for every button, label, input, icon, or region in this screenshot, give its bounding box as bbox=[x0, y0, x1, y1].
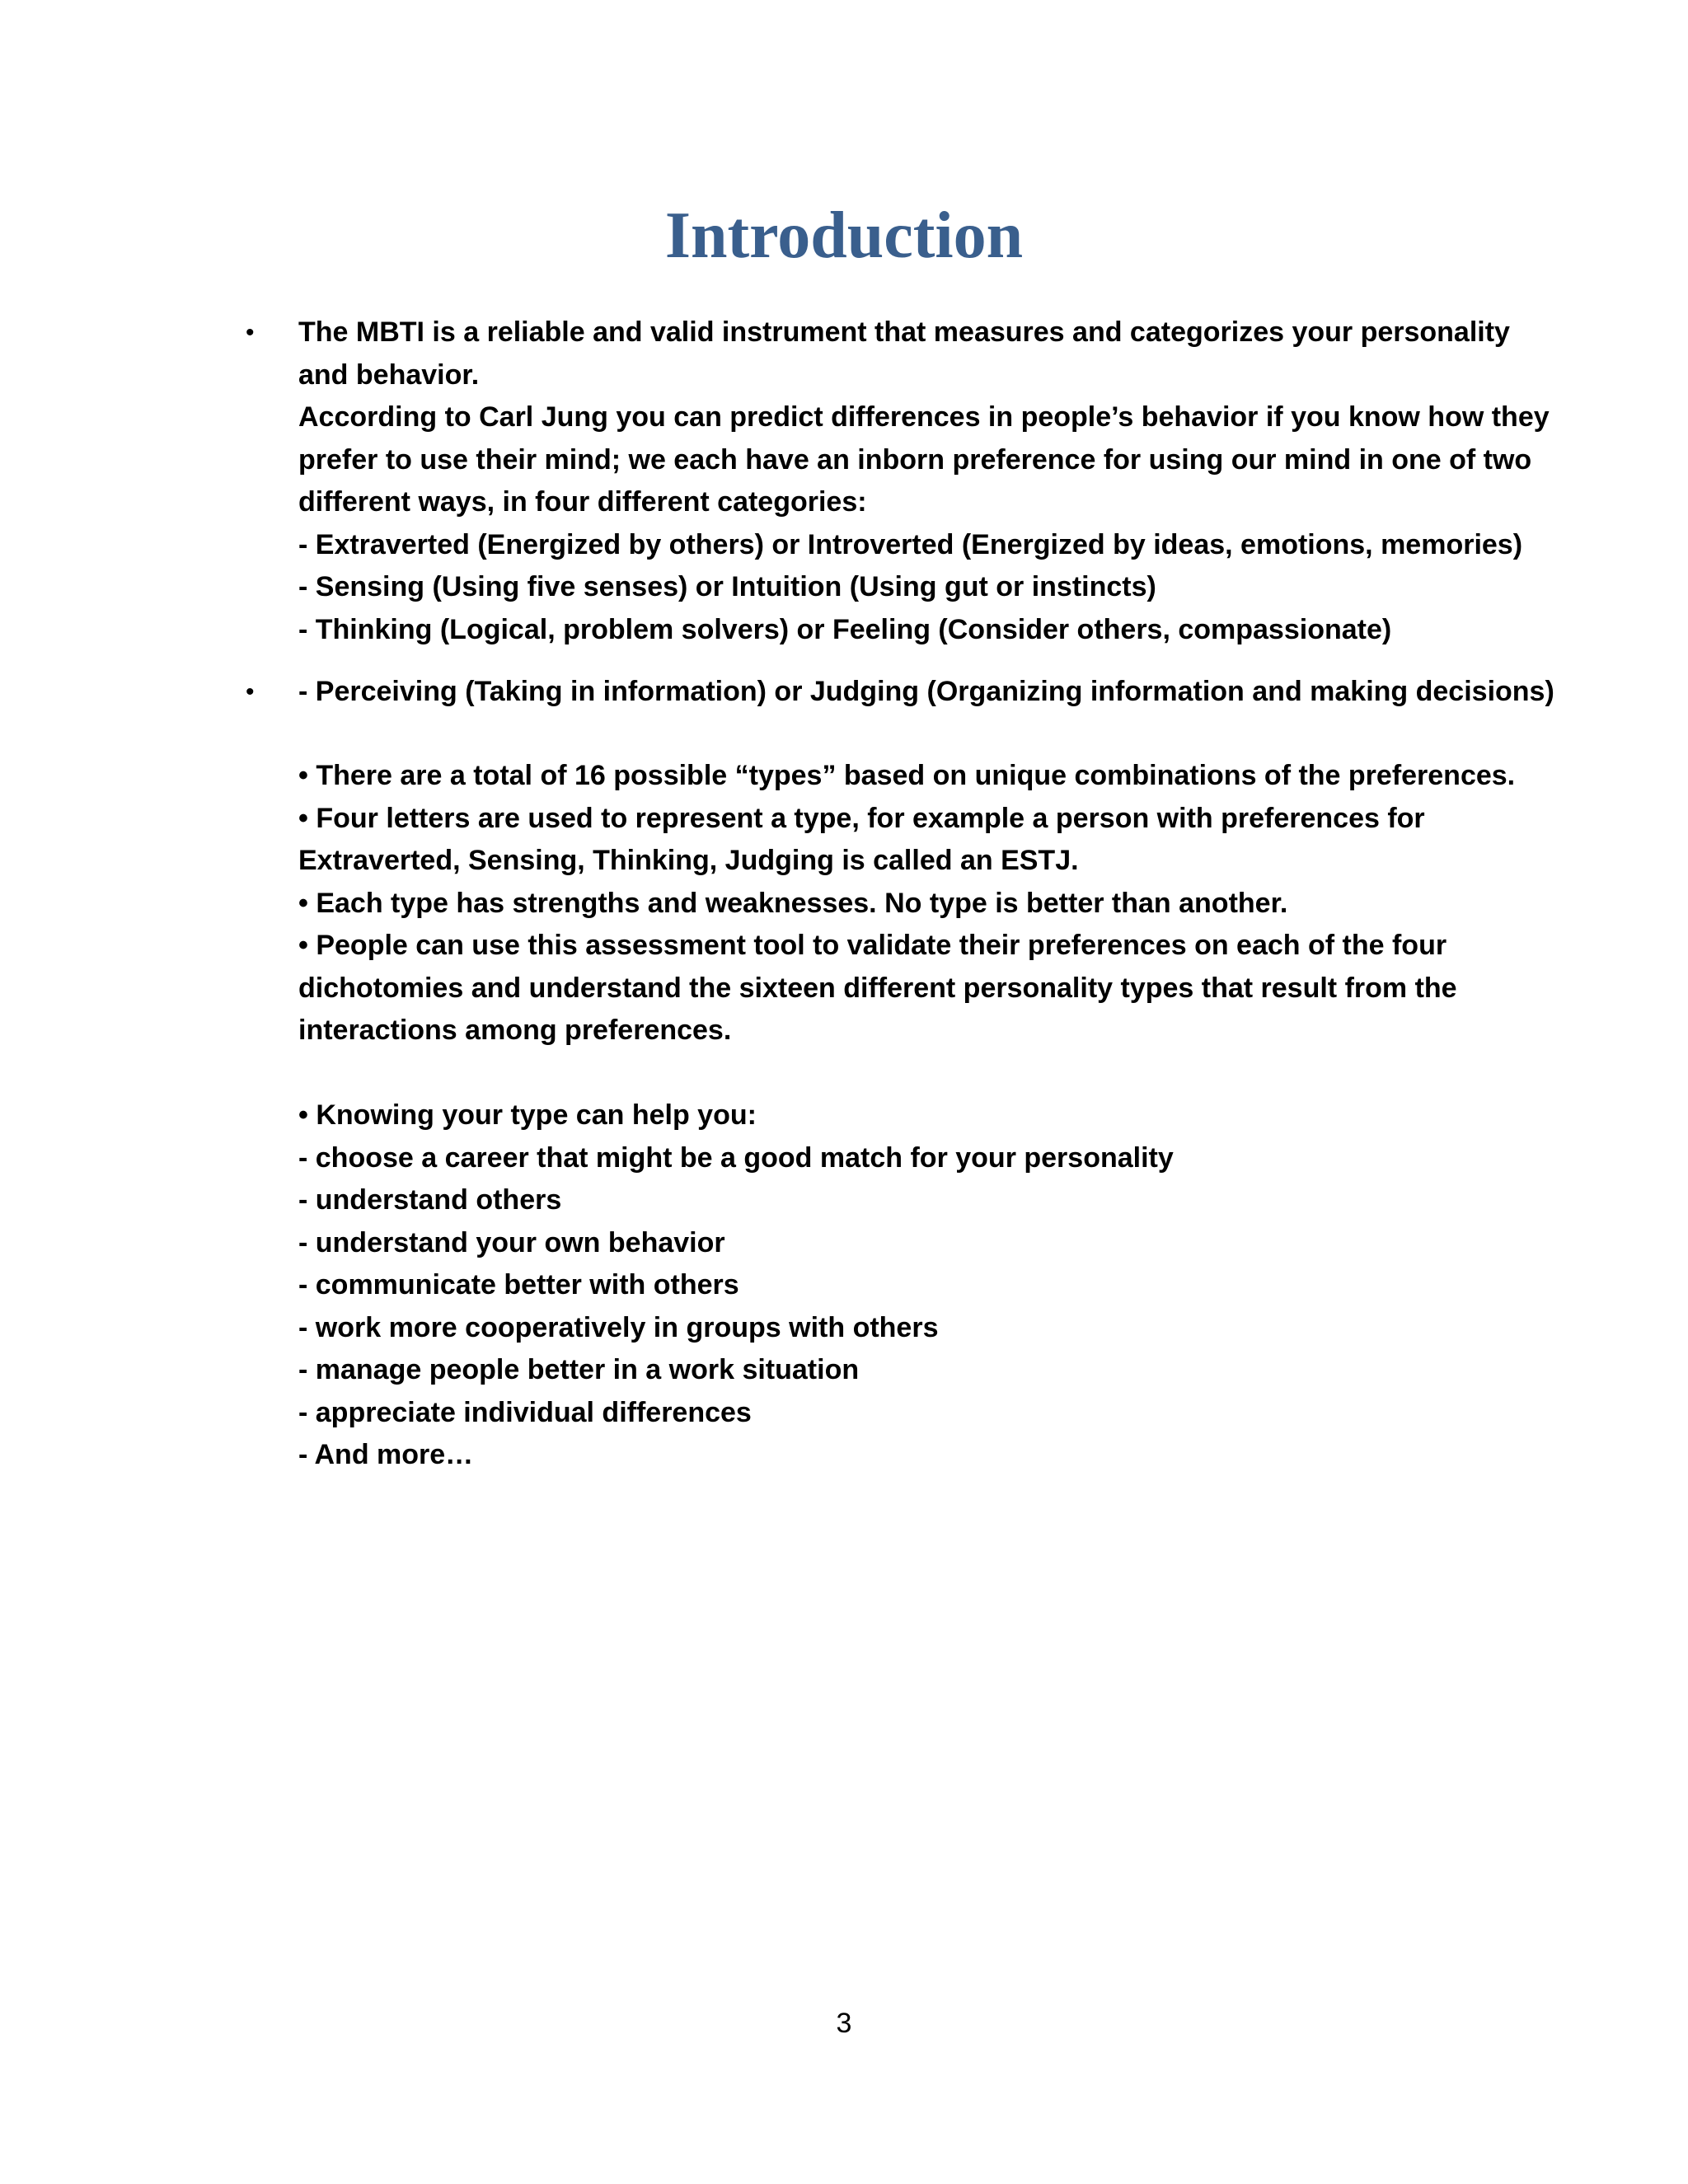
list-item: - manage people better in a work situation bbox=[298, 1354, 860, 1385]
text-line: • There are a total of 16 possible “types” based on unique combinations of the preferences. bbox=[298, 760, 1516, 791]
text-line: Extraverted, Sensing, Thinking, Judging is called an ESTJ. bbox=[298, 845, 1079, 876]
list-item: - communicate better with others bbox=[298, 1269, 739, 1301]
list-item: - understand others bbox=[298, 1184, 562, 1216]
list-item: - work more cooperatively in groups with others bbox=[298, 1311, 939, 1343]
perceiving-judging-line bbox=[298, 671, 1554, 714]
list-item: - choose a career that might be a good match for your personality bbox=[298, 1141, 1174, 1174]
text-line: • Four letters are used to represent a type, for example a person with preferences for bbox=[298, 802, 1425, 834]
list-item: - And more… bbox=[298, 1439, 474, 1470]
text-line: interactions among preferences. bbox=[298, 1015, 732, 1046]
text-line: • People can use this assessment tool to validate their preferences on each of the four bbox=[298, 930, 1447, 961]
text-line: The MBTI is a reliable and valid instrument that measures and categorizes your personality bbox=[298, 316, 1510, 348]
text-line: - Perceiving (Taking in information) or Judging (Organizing information and making decisions) bbox=[298, 676, 1554, 707]
text-line: According to Carl Jung you can predict differences in people’s behavior if you know how they bbox=[298, 401, 1550, 433]
text-line: different ways, in four different categories: bbox=[298, 486, 867, 518]
bullet-marker: • bbox=[246, 319, 255, 346]
text-line: - Extraverted (Energized by others) or Introverted (Energized by ideas, emotions, memories) bbox=[298, 528, 1523, 560]
text-line: dichotomies and understand the sixteen different personality types that result from the bbox=[298, 972, 1457, 1004]
page-title: Introduction bbox=[664, 199, 1024, 272]
types-paragraph bbox=[298, 755, 1516, 1052]
list-item: • Knowing your type can help you: bbox=[298, 1099, 757, 1131]
text-line: - Sensing (Using five senses) or Intuition (Using gut or instincts) bbox=[298, 571, 1156, 602]
text-line: prefer to use their mind; we each have an inborn preference for using our mind in one of two bbox=[298, 443, 1532, 476]
list-item: - understand your own behavior bbox=[298, 1226, 725, 1258]
text-line: - Thinking (Logical, problem solvers) or Feeling (Consider others, compassionate) bbox=[298, 613, 1392, 645]
page-number: 3 bbox=[836, 2008, 852, 2039]
bullet-marker: • bbox=[246, 678, 255, 705]
text-line: • Each type has strengths and weaknesses. No type is better than another. bbox=[298, 887, 1288, 919]
text-line: and behavior. bbox=[298, 359, 480, 391]
benefits-list bbox=[298, 1094, 1485, 1477]
intro-paragraph bbox=[298, 312, 1550, 651]
list-item: - appreciate individual differences bbox=[298, 1396, 752, 1428]
